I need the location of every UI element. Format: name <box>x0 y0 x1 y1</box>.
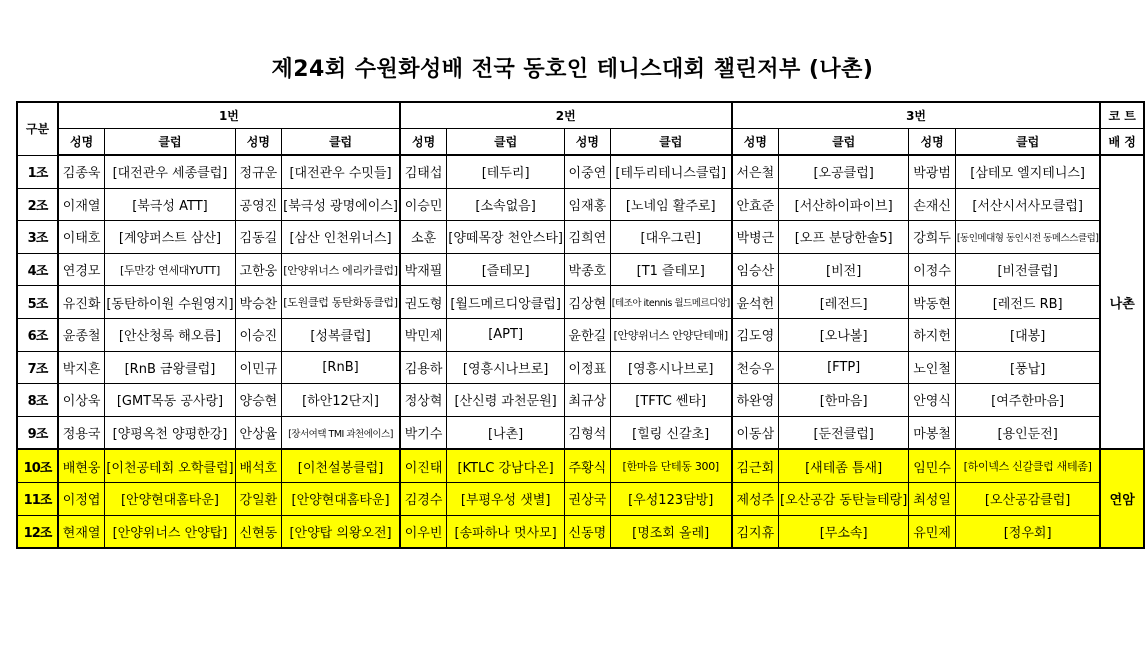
player-name: 김용하 <box>400 351 447 384</box>
player-club: [오공클럽] <box>779 155 909 188</box>
group-row <box>17 155 1144 188</box>
player-name: 노인철 <box>909 351 956 384</box>
player-name: 박동현 <box>909 286 956 319</box>
group-row <box>17 515 1144 548</box>
group-label: 4조 <box>17 253 58 286</box>
player-name: 이민규 <box>235 351 282 384</box>
court-assign-header-bottom: 배 정 <box>1100 129 1144 156</box>
player-club: [즐테모] <box>447 253 565 286</box>
player-name: 하완영 <box>732 384 779 417</box>
club-col-header: 클럽 <box>447 129 565 156</box>
group-label: 10조 <box>17 449 58 482</box>
player-name: 하지헌 <box>909 318 956 351</box>
player-club: [안양위너스 안양단테매] <box>610 318 731 351</box>
player-club: [오나볼] <box>779 318 909 351</box>
player-club: [하안12단지] <box>282 384 400 417</box>
group-row <box>17 449 1144 482</box>
player-club: [TFTC 쎈타] <box>610 384 731 417</box>
player-name: 공영진 <box>235 188 282 221</box>
player-club: [GMT목동 공사랑] <box>105 384 235 417</box>
group-label: 11조 <box>17 482 58 515</box>
player-name: 유민제 <box>909 515 956 548</box>
player-name: 최성일 <box>909 482 956 515</box>
player-name: 김태섭 <box>400 155 447 188</box>
player-club: [T1 즐테모] <box>610 253 731 286</box>
player-club: [이천공테회 오학클럽] <box>105 449 235 482</box>
player-name: 이승진 <box>235 318 282 351</box>
player-name: 임승산 <box>732 253 779 286</box>
player-club: [안양탑 의왕오전] <box>282 515 400 548</box>
player-name: 배석호 <box>235 449 282 482</box>
player-name: 김근회 <box>732 449 779 482</box>
player-club: [테두리] <box>447 155 565 188</box>
bracket-table <box>16 101 1145 549</box>
player-name: 임민수 <box>909 449 956 482</box>
player-name: 박종호 <box>565 253 611 286</box>
player-club: [도원클럽 동탄화동클럽] <box>282 286 400 319</box>
player-club: [여주한마음] <box>955 384 1100 417</box>
player-name: 양승현 <box>235 384 282 417</box>
player-club: [대전관우 세종클럽] <box>105 155 235 188</box>
player-name: 손재신 <box>909 188 956 221</box>
player-club: [APT] <box>447 318 565 351</box>
group-label: 3조 <box>17 221 58 254</box>
player-club: [계양퍼스트 삼산] <box>105 221 235 254</box>
player-club: [안양현대홈타운] <box>282 482 400 515</box>
player-club: [비전클럽] <box>955 253 1100 286</box>
player-club: [서산하이파이브] <box>779 188 909 221</box>
player-club: [두만강 연세대YUTT] <box>105 253 235 286</box>
player-name: 박재필 <box>400 253 447 286</box>
player-name: 이정엽 <box>58 482 105 515</box>
court2-header: 2번 <box>400 102 732 129</box>
player-club: [동탄하이원 수원영지] <box>105 286 235 319</box>
player-name: 권상국 <box>565 482 611 515</box>
name-col-header: 성명 <box>732 129 779 156</box>
page-title: 제24회 수원화성배 전국 동호인 테니스대회 챌린저부 (나촌) <box>271 57 874 82</box>
player-name: 박승찬 <box>235 286 282 319</box>
player-club: [양평옥천 양평한강] <box>105 416 235 449</box>
name-col-header: 성명 <box>400 129 447 156</box>
player-name: 주황식 <box>565 449 611 482</box>
player-name: 김경수 <box>400 482 447 515</box>
player-name: 강일환 <box>235 482 282 515</box>
player-club: [안양위너스 안양탑] <box>105 515 235 548</box>
player-name: 안영식 <box>909 384 956 417</box>
group-row <box>17 384 1144 417</box>
player-club: [삼테모 엘지테니스] <box>955 155 1100 188</box>
header-row-courts <box>17 102 1144 129</box>
club-col-header: 클럽 <box>282 129 400 156</box>
name-col-header: 성명 <box>58 129 105 156</box>
player-name: 이재열 <box>58 188 105 221</box>
group-label: 2조 <box>17 188 58 221</box>
player-name: 현재열 <box>58 515 105 548</box>
player-name: 마봉철 <box>909 416 956 449</box>
player-name: 고한웅 <box>235 253 282 286</box>
player-name: 김도영 <box>732 318 779 351</box>
player-club: [하이넥스 신갈클럽 새테좀] <box>955 449 1100 482</box>
player-club: [대봉] <box>955 318 1100 351</box>
player-name: 윤석헌 <box>732 286 779 319</box>
division-header: 구분 <box>17 102 58 155</box>
player-name: 정규운 <box>235 155 282 188</box>
player-club: [풍납] <box>955 351 1100 384</box>
player-name: 이중연 <box>565 155 611 188</box>
player-club: [장서여택 TMI 과천에이스] <box>282 416 400 449</box>
player-club: [오프 분당한솔5] <box>779 221 909 254</box>
player-club: [오산공감클럽] <box>955 482 1100 515</box>
player-name: 서은철 <box>732 155 779 188</box>
group-row <box>17 318 1144 351</box>
player-name: 정상혁 <box>400 384 447 417</box>
player-club: [레전드 RB] <box>955 286 1100 319</box>
player-name: 강희두 <box>909 221 956 254</box>
player-name: 이태호 <box>58 221 105 254</box>
player-club: [힐링 신갈초] <box>610 416 731 449</box>
player-name: 김상현 <box>565 286 611 319</box>
player-club: [나촌] <box>447 416 565 449</box>
player-name: 이상욱 <box>58 384 105 417</box>
player-name: 천승우 <box>732 351 779 384</box>
player-club: [산신령 과천문원] <box>447 384 565 417</box>
group-label: 7조 <box>17 351 58 384</box>
player-club: [영흥시나브로] <box>447 351 565 384</box>
player-name: 배현웅 <box>58 449 105 482</box>
player-club: [이천설봉클럽] <box>282 449 400 482</box>
club-col-header: 클럽 <box>610 129 731 156</box>
player-club: [양떼목장 천안스타] <box>447 221 565 254</box>
player-club: [RnB 금왕클럽] <box>105 351 235 384</box>
player-name: 이동삼 <box>732 416 779 449</box>
club-col-header: 클럽 <box>779 129 909 156</box>
player-club: [오산공감 동탄늘테랑] <box>779 482 909 515</box>
player-club: [레전드] <box>779 286 909 319</box>
name-col-header: 성명 <box>235 129 282 156</box>
player-name: 임재홍 <box>565 188 611 221</box>
player-club: [안양위너스 에리카클럽] <box>282 253 400 286</box>
group-row <box>17 188 1144 221</box>
player-club: [서산시서사모클럽] <box>955 188 1100 221</box>
player-club: [둔전클럽] <box>779 416 909 449</box>
player-club: [부평우성 샛별] <box>447 482 565 515</box>
court-assign-nachon: 나촌 <box>1100 155 1144 449</box>
player-name: 이정표 <box>565 351 611 384</box>
player-name: 박지흔 <box>58 351 105 384</box>
player-club: [대전관우 수밋들] <box>282 155 400 188</box>
group-row <box>17 482 1144 515</box>
group-row <box>17 416 1144 449</box>
player-club: [한마음] <box>779 384 909 417</box>
player-club: [새테좀 틈새] <box>779 449 909 482</box>
player-name: 김지휴 <box>732 515 779 548</box>
player-club: [명조회 올레] <box>610 515 731 548</box>
court-assign-header-top: 코 트 <box>1100 102 1144 129</box>
player-name: 김형석 <box>565 416 611 449</box>
player-name: 윤한길 <box>565 318 611 351</box>
player-club: [RnB] <box>282 351 400 384</box>
player-club: [FTP] <box>779 351 909 384</box>
player-name: 이승민 <box>400 188 447 221</box>
player-club: [KTLC 강남다온] <box>447 449 565 482</box>
player-club: [테조아 itennis 월드메르디앙] <box>610 286 731 319</box>
group-label: 8조 <box>17 384 58 417</box>
player-club: [월드메르디앙클럽] <box>447 286 565 319</box>
player-club: [테두리테니스클럽] <box>610 155 731 188</box>
player-name: 박광범 <box>909 155 956 188</box>
player-name: 유진화 <box>58 286 105 319</box>
player-name: 연경모 <box>58 253 105 286</box>
player-name: 이진태 <box>400 449 447 482</box>
player-club: [북극성 ATT] <box>105 188 235 221</box>
player-name: 정용국 <box>58 416 105 449</box>
player-club: [소속없음] <box>447 188 565 221</box>
player-club: [비전] <box>779 253 909 286</box>
club-col-header: 클럽 <box>955 129 1100 156</box>
player-club: [동인메대형 동인시전 동메스스클럽] <box>955 221 1100 254</box>
player-club: [영흥시나브로] <box>610 351 731 384</box>
court1-header: 1번 <box>58 102 400 129</box>
club-col-header: 클럽 <box>105 129 235 156</box>
group-label: 5조 <box>17 286 58 319</box>
player-club: [대우그린] <box>610 221 731 254</box>
group-label: 12조 <box>17 515 58 548</box>
player-name: 김동길 <box>235 221 282 254</box>
court-assign-yeonam: 연암 <box>1100 449 1144 548</box>
group-row <box>17 351 1144 384</box>
player-name: 윤종철 <box>58 318 105 351</box>
group-label: 1조 <box>17 155 58 188</box>
player-name: 이우빈 <box>400 515 447 548</box>
player-club: [한마음 단테동 300] <box>610 449 731 482</box>
player-club: [용인둔전] <box>955 416 1100 449</box>
player-club: [삼산 인천위너스] <box>282 221 400 254</box>
player-club: [송파하나 멋사모] <box>447 515 565 548</box>
player-name: 안효준 <box>732 188 779 221</box>
court3-header: 3번 <box>732 102 1101 129</box>
player-club: [안산청록 해오름] <box>105 318 235 351</box>
player-name: 제성주 <box>732 482 779 515</box>
player-club: [안양현대홈타운] <box>105 482 235 515</box>
player-name: 최규상 <box>565 384 611 417</box>
player-name: 박기수 <box>400 416 447 449</box>
player-name: 권도형 <box>400 286 447 319</box>
name-col-header: 성명 <box>909 129 956 156</box>
player-name: 이정수 <box>909 253 956 286</box>
player-name: 신현동 <box>235 515 282 548</box>
player-name: 박민제 <box>400 318 447 351</box>
group-label: 6조 <box>17 318 58 351</box>
player-club: [북극성 광명에이스] <box>282 188 400 221</box>
player-name: 박병근 <box>732 221 779 254</box>
header-row-columns <box>17 129 1144 156</box>
player-name: 김희연 <box>565 221 611 254</box>
player-club: [성복클럽] <box>282 318 400 351</box>
group-label: 9조 <box>17 416 58 449</box>
player-club: [우성123담방] <box>610 482 731 515</box>
name-col-header: 성명 <box>565 129 611 156</box>
group-row <box>17 253 1144 286</box>
player-club: [정우회] <box>955 515 1100 548</box>
group-row <box>17 286 1144 319</box>
group-row <box>17 221 1144 254</box>
player-name: 소훈 <box>400 221 447 254</box>
player-name: 김종욱 <box>58 155 105 188</box>
player-name: 안상율 <box>235 416 282 449</box>
player-club: [노네임 활주로] <box>610 188 731 221</box>
player-club: [무소속] <box>779 515 909 548</box>
player-name: 신동명 <box>565 515 611 548</box>
